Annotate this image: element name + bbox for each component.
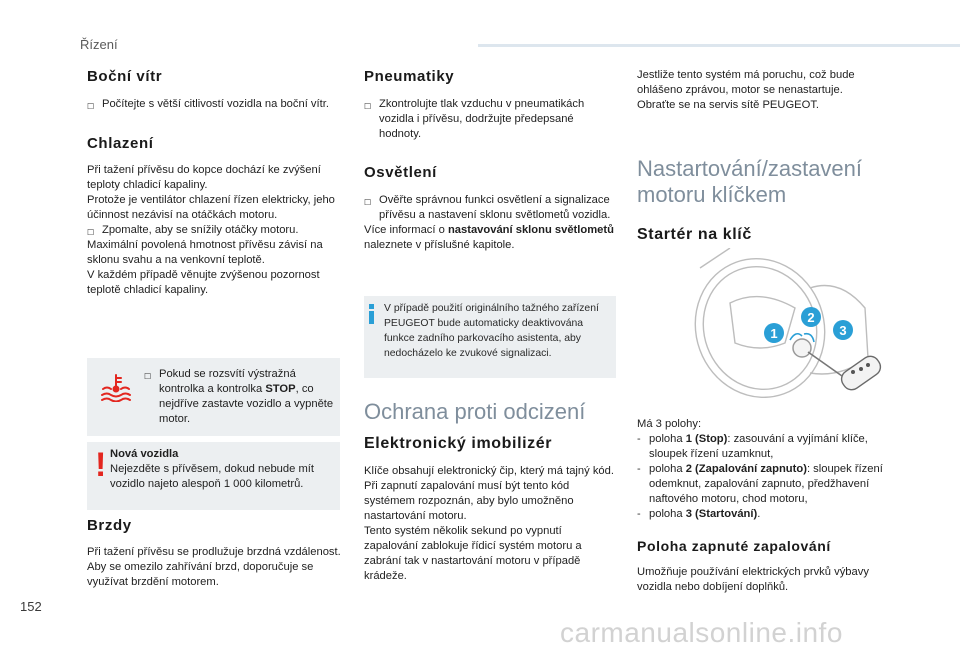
position-1-label: 1 [770, 326, 778, 341]
position-2-marker [801, 307, 821, 327]
info-panel [364, 296, 616, 378]
column-left [87, 68, 342, 298]
checkbox-bullet-icon: ☐ [364, 198, 372, 207]
chlazeni-p3: Maximální povolená hmotnost přívěsu závisí na sklonu svahu a na venkovní teplotě. [87, 239, 323, 266]
bullet-bold: STOP [265, 383, 296, 395]
dash-bullet: - [637, 433, 641, 445]
position-post: . [757, 508, 761, 520]
position-bold: 2 (Zapalování zapnuto) [685, 463, 807, 475]
osvetleni-more-pre: Více informací o [364, 224, 448, 236]
bullet-text: Zkontrolujte tlak vzduchu v pneumatikách vozidla i přívěsu, dodržujte předepsané hodnoty. [379, 98, 585, 140]
position-item [637, 432, 899, 462]
brzdy-p1: Při tažení přívěsu se prodlužuje brzdná vzdálenost. [87, 546, 341, 558]
watermark: carmanualsonline.info [560, 617, 843, 648]
checkbox-bullet-icon: ☐ [144, 372, 152, 381]
bullet-chlazeni [87, 223, 342, 238]
osvetleni-more [364, 223, 614, 253]
osvetleni-more-bold: nastavování sklonu světlometů [447, 224, 614, 236]
page-number: 152 [20, 599, 42, 614]
osvetleni-more-post: naleznete v příslušné kapitole. [364, 239, 515, 251]
bullet-text: Ověřte správnou funkci osvětlení a signalizace přívěsu a nastavení sklonu světlometů vozidla. [379, 194, 611, 221]
bullet-text: Pokud se rozsvítí výstražná kontrolka a kontrolka [159, 368, 296, 395]
heading-bocni-vitr: Boční vítr [87, 68, 163, 85]
position-pre: poloha [649, 463, 686, 475]
heading-imobilizer: Elektronický imobilizér [364, 435, 553, 452]
heading-pneumatiky: Pneumatiky [364, 68, 455, 85]
imobilizer-p1: Klíče obsahují elektronický čip, který má tajný kód. Při zapnutí zapalování musí být tento kód systémem rozpoznán, aby bylo umožněno nastartování motoru. [364, 465, 614, 522]
heading-chlazeni: Chlazení [87, 135, 154, 152]
poloha-text: Umožňuje používání elektrických prvků výbavy vozidla nebo dobíjení doplňků. [637, 566, 869, 593]
heading-nastartovani-line1: Nastartování/zastavení [637, 156, 863, 181]
new-vehicle-body: Nejezděte s přívěsem, dokud nebude mít vozidlo najeto alespoň 1 000 kilometrů. [110, 463, 314, 490]
position-1-marker [764, 323, 784, 343]
position-bold: 3 (Startování) [685, 508, 758, 520]
warning-light-panel [87, 358, 340, 436]
column-right [637, 68, 882, 244]
new-vehicle-panel [87, 442, 340, 510]
heading-nastartovani [637, 156, 882, 208]
heading-ochrana: Ochrana proti odcizení [364, 399, 586, 424]
position-item [637, 507, 899, 522]
chlazeni-p4: V každém případě věnujte zvýšenou pozornost teplotě chladicí kapaliny. [87, 269, 320, 296]
position-post: : sloupek řízení odemknut, zapalování zapnuto, předžhavení naftového motoru, chod motoru, [649, 463, 883, 505]
ignition-key-illustration [690, 248, 890, 398]
positions-section [637, 417, 899, 595]
info-icon [369, 304, 375, 322]
bullet-osvetleni [364, 193, 614, 223]
checkbox-bullet-icon: ☐ [87, 228, 95, 237]
header-bar [478, 44, 960, 47]
bullet-text-end: , co nejdříve zastavte vozidlo a vypněte motor. [159, 383, 334, 425]
new-vehicle-text [110, 447, 335, 492]
heading-starter: Startér na klíč [637, 226, 752, 243]
warning-light-bullet [144, 367, 339, 427]
column-middle [364, 68, 614, 253]
bullet-text: Zpomalte, aby se snížily otáčky motoru. [102, 224, 299, 236]
info-text: V případě použití originálního tažného zařízení PEUGEOT bude automaticky deaktivována funkce zadního parkovacího asistenta, aby nedocházelo ke zvukové signalizaci. [384, 303, 599, 359]
fault-text: Jestliže tento systém má poruchu, což bude ohlášeno zprávou, motor se nenastartuje. Obraťte se na servis sítě PEUGEOT. [637, 69, 855, 111]
position-bold: 1 (Stop) [685, 433, 728, 445]
exclamation-icon: ! [95, 446, 107, 484]
brzdy-section [87, 517, 342, 590]
positions-intro: Má 3 polohy: [637, 418, 702, 430]
position-pre: poloha [649, 508, 686, 520]
coolant-temperature-icon [99, 372, 133, 402]
imobilizer-p2: Tento systém několik sekund po vypnutí zapalování zablokuje řídicí systém motoru a zabrání tak v nastartování motoru v případě krádeže. [364, 525, 582, 582]
position-3-label: 3 [839, 323, 847, 338]
dash-bullet: - [637, 508, 641, 520]
position-post: : zasouvání a vyjímání klíče, sloupek řízení uzamknut, [649, 433, 868, 460]
chlazeni-p1: Při tažení přívěsu do kopce dochází ke zvýšení teploty chladicí kapaliny. [87, 164, 321, 191]
bullet-bocni-vitr [87, 97, 342, 112]
position-item [637, 462, 899, 507]
position-3-marker [833, 320, 853, 340]
dash-bullet: - [637, 463, 641, 475]
new-vehicle-title: Nová vozidla [110, 448, 179, 460]
bullet-text: Počítejte s větší citlivostí vozidla na boční vítr. [102, 98, 329, 110]
checkbox-bullet-icon: ☐ [364, 102, 372, 111]
heading-brzdy: Brzdy [87, 517, 132, 534]
heading-nastartovani-line2: motoru klíčkem [637, 182, 787, 207]
bullet-pneumatiky [364, 97, 614, 142]
ochrana-section [364, 399, 614, 584]
brzdy-p2: Aby se omezilo zahřívání brzd, doporučuje se využívat brzdění motorem. [87, 561, 314, 588]
heading-osvetleni: Osvětlení [364, 164, 437, 181]
position-pre: poloha [649, 433, 686, 445]
heading-poloha-zapnute: Poloha zapnuté zapalování [637, 538, 831, 554]
checkbox-bullet-icon: ☐ [87, 102, 95, 111]
chlazeni-p2: Protože je ventilátor chlazení řízen elektricky, jeho účinnost nezávisí na otáčkách motoru. [87, 194, 335, 221]
position-2-label: 2 [807, 310, 815, 325]
section-title: Řízení [80, 37, 118, 52]
